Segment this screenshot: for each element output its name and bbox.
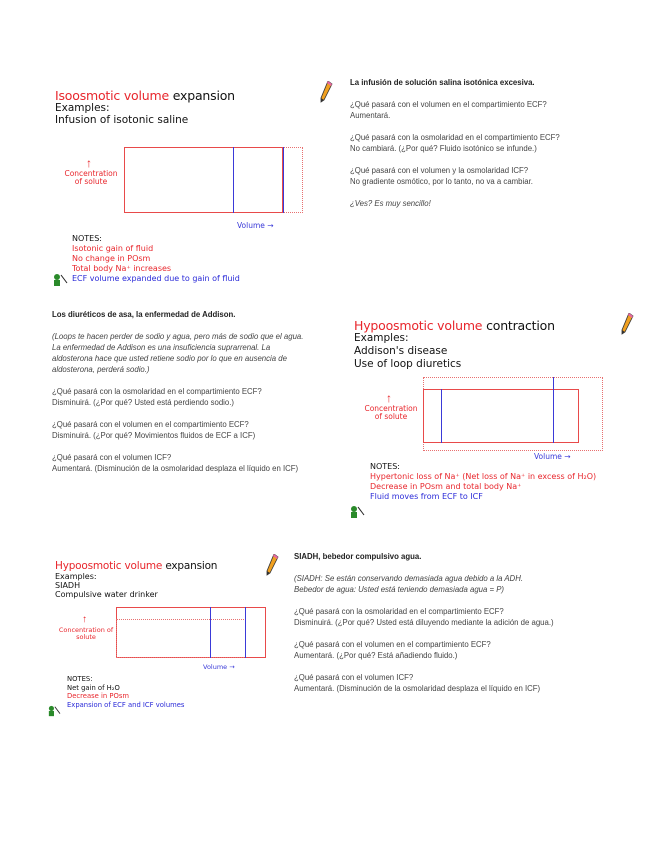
closing-remark: ¿Ves? Es muy sencillo! bbox=[350, 199, 431, 208]
note-item: Expansion of ECF and ICF volumes bbox=[67, 700, 185, 709]
slide-title bbox=[55, 88, 235, 103]
note-item: Fluid moves from ECF to ICF bbox=[370, 492, 483, 501]
intro-line: (SIADH: Se están conservando demasiada agua debido a la ADH. bbox=[294, 574, 523, 583]
section-heading: La infusión de solución salina isotónica excesiva. bbox=[350, 78, 535, 87]
new-ecf-boundary bbox=[245, 607, 246, 658]
answer: Disminuirá. (¿Por qué? Movimientos fluidos de ECF a ICF) bbox=[52, 431, 256, 440]
note-item: Net gain of H₂O bbox=[67, 683, 120, 692]
slide-title bbox=[55, 560, 217, 572]
question: ¿Qué pasará con el volumen en el compartimiento ECF? bbox=[350, 100, 547, 109]
body-fluid-box bbox=[124, 147, 283, 213]
title-rest-part: expansion bbox=[168, 88, 235, 103]
intro-line: (Loops te hacen perder de sodio y agua, pero más de sodio que el agua. bbox=[52, 332, 304, 341]
note-item: Isotonic gain of fluid bbox=[72, 244, 154, 253]
question: ¿Qué pasará con el volumen y la osmolaridad ICF? bbox=[350, 166, 529, 175]
volume-axis-label: Volume → bbox=[203, 663, 235, 671]
title-red-part: Isoosmotic volume bbox=[55, 88, 169, 103]
pencil-icon bbox=[620, 313, 634, 335]
answer: No cambiará. (¿Por qué? Fluido isotónico se infunde.) bbox=[350, 144, 537, 153]
answer: Aumentará. bbox=[350, 111, 391, 120]
answer: Disminuirá. (¿Por qué? Usted está diluyendo mediante la adición de agua.) bbox=[294, 618, 554, 627]
note-item: No change in POsm bbox=[72, 254, 151, 263]
notes-block bbox=[370, 462, 596, 502]
section-heading: SIADH, bebedor compulsivo agua. bbox=[294, 552, 422, 561]
question: ¿Qué pasará con el volumen ICF? bbox=[52, 453, 172, 462]
concentration-label: Concentration of solute bbox=[58, 626, 114, 641]
title-rest-part: contraction bbox=[482, 318, 555, 333]
section-heading: Los diuréticos de asa, la enfermedad de Addison. bbox=[52, 310, 236, 319]
slide-title bbox=[354, 318, 555, 333]
question: ¿Qué pasará con el volumen ICF? bbox=[294, 673, 414, 682]
icf-ecf-divider bbox=[233, 147, 234, 213]
intro-line: La enfermedad de Addison es una insuficiencia suprarrenal. La bbox=[52, 343, 271, 352]
intro-line: aldosterona hace que usted retiene sodio por lo que en ausencia de bbox=[52, 354, 287, 363]
answer: Disminuirá. (¿Por qué? Usted está perdiendo sodio.) bbox=[52, 398, 235, 407]
pencil-icon bbox=[265, 554, 279, 576]
example-item: Infusion of isotonic saline bbox=[55, 114, 189, 126]
notes-block bbox=[72, 234, 240, 284]
text-block-isotonic bbox=[350, 77, 650, 209]
notes-label: NOTES: bbox=[370, 462, 400, 471]
student-icon bbox=[349, 505, 365, 519]
notes-label: NOTES: bbox=[67, 675, 93, 683]
question: ¿Qué pasará con la osmolaridad en el compartimiento ECF? bbox=[294, 607, 504, 616]
student-icon bbox=[47, 705, 61, 717]
body-fluid-box bbox=[423, 389, 579, 443]
concentration-label: Concentration of solute bbox=[64, 169, 118, 186]
new-ecf-boundary bbox=[553, 377, 554, 443]
text-block-addison bbox=[52, 309, 342, 485]
arrow-up-icon: ↑ bbox=[82, 614, 87, 625]
pencil-icon bbox=[319, 81, 333, 103]
notes-label: NOTES: bbox=[72, 234, 102, 243]
title-red-part: Hypoosmotic volume bbox=[55, 560, 163, 572]
new-ecf-boundary bbox=[283, 147, 284, 213]
title-red-part: Hypoosmotic volume bbox=[354, 318, 483, 333]
examples-label: Examples: bbox=[55, 102, 110, 114]
question: ¿Qué pasará con el volumen en el compartimiento ECF? bbox=[52, 420, 249, 429]
arrow-up-icon: ↑ bbox=[86, 156, 92, 170]
text-block-siadh bbox=[294, 551, 639, 705]
answer: No gradiente osmótico, por lo tanto, no va a cambiar. bbox=[350, 177, 533, 186]
note-item: Decrease in POsm and total body Na⁺ bbox=[370, 482, 522, 491]
intro-line: aldosterona, perderá sodio.) bbox=[52, 365, 150, 374]
note-item: ECF volume expanded due to gain of fluid bbox=[72, 274, 240, 283]
title-rest-part: expansion bbox=[162, 560, 218, 572]
note-item: Total body Na⁺ increases bbox=[72, 264, 172, 273]
note-item: Hypertonic loss of Na⁺ (Net loss of Na⁺ in excess of H₂O) bbox=[370, 472, 597, 481]
concentration-label: Concentration of solute bbox=[364, 404, 418, 421]
intro-line: Bebedor de agua: Usted está teniendo demasiada agua = P) bbox=[294, 585, 505, 594]
example-item: Use of loop diuretics bbox=[354, 358, 462, 370]
volume-axis-label: Volume → bbox=[534, 452, 571, 461]
answer: Aumentará. (Disminución de la osmolaridad desplaza el líquido en ICF) bbox=[52, 464, 299, 473]
example-item: SIADH bbox=[55, 581, 81, 590]
answer: Aumentará. (Disminución de la osmolaridad desplaza el líquido en ICF) bbox=[294, 684, 541, 693]
icf-ecf-divider bbox=[441, 389, 442, 443]
examples-label: Examples: bbox=[55, 572, 97, 581]
original-volume-outline bbox=[116, 619, 246, 658]
example-item: Compulsive water drinker bbox=[55, 590, 158, 599]
example-item: Addison's disease bbox=[354, 345, 448, 357]
expanded-region bbox=[283, 147, 303, 213]
examples-label: Examples: bbox=[354, 332, 409, 344]
notes-block bbox=[67, 675, 184, 709]
arrow-up-icon: ↑ bbox=[386, 391, 392, 405]
question: ¿Qué pasará con la osmolaridad en el compartimiento ECF? bbox=[52, 387, 262, 396]
question: ¿Qué pasará con el volumen en el compartimiento ECF? bbox=[294, 640, 491, 649]
note-item: Decrease in POsm bbox=[67, 692, 129, 700]
student-icon bbox=[52, 273, 68, 287]
volume-axis-label: Volume → bbox=[237, 221, 274, 230]
answer: Aumentará. (¿Por qué? Está añadiendo fluido.) bbox=[294, 651, 458, 660]
question: ¿Qué pasará con la osmolaridad en el compartimiento ECF? bbox=[350, 133, 560, 142]
icf-ecf-divider bbox=[210, 607, 211, 658]
